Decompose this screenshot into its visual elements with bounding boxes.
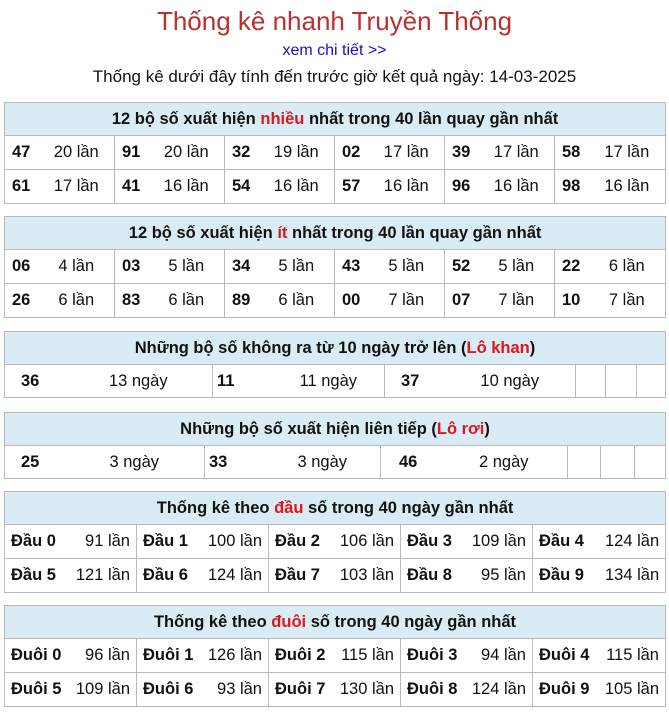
most-frequent-title-highlight: nhiều (260, 109, 305, 128)
least-frequent-table (4, 216, 666, 318)
number-cell: 39 (445, 136, 479, 170)
days-cell: 11 ngày (273, 365, 385, 398)
dau-label-cell: Đầu 3 (401, 525, 463, 559)
dau-label-cell: Đầu 0 (5, 525, 67, 559)
number-cell: 58 (555, 136, 589, 170)
count-cell: 100 lần (199, 525, 269, 559)
number-cell: 83 (115, 284, 149, 318)
page-subtitle: Thống kê dưới đây tính đến trước giờ kết quả ngày: 14-03-2025 (92, 67, 577, 86)
count-cell: 16 lần (259, 170, 335, 204)
duoi-label-cell: Đuôi 4 (533, 639, 595, 673)
count-cell: 5 lần (479, 250, 555, 284)
view-details-link[interactable]: xem chi tiết >> (282, 42, 387, 59)
duoi-title-highlight: đuôi (271, 612, 307, 631)
table-row (5, 525, 666, 559)
most-frequent-title-prefix: 12 bộ số xuất hiện (111, 109, 261, 128)
count-cell: 96 lần (67, 639, 137, 673)
dau-title-prefix: Thống kê theo (156, 498, 275, 517)
number-cell: 43 (335, 250, 369, 284)
count-cell: 17 lần (39, 170, 115, 204)
count-cell: 5 lần (259, 250, 335, 284)
dau-title-suffix: số trong 40 ngày gần nhất (303, 498, 514, 517)
lo-khan-title-prefix: Những bộ số không ra từ 10 ngày trở lên ( (134, 338, 467, 357)
number-cell: 52 (445, 250, 479, 284)
duoi-label-cell: Đuôi 1 (137, 639, 199, 673)
most-frequent-header (5, 103, 666, 136)
number-cell: 07 (445, 284, 479, 318)
most-frequent-title-suffix: nhất trong 40 lần quay gần nhất (304, 109, 559, 128)
dau-header (5, 492, 666, 525)
empty-cell (568, 446, 601, 479)
empty-cell (637, 365, 666, 398)
lo-khan-table (4, 331, 666, 398)
count-cell: 6 lần (149, 284, 225, 318)
duoi-title-prefix: Thống kê theo (153, 612, 272, 631)
days-cell: 3 ngày (265, 446, 381, 479)
count-cell: 16 lần (479, 170, 555, 204)
dau-label-cell: Đầu 4 (533, 525, 595, 559)
count-cell: 16 lần (149, 170, 225, 204)
empty-cell (606, 365, 637, 398)
number-cell: 96 (445, 170, 479, 204)
number-cell: 36 (5, 365, 65, 398)
number-cell: 54 (225, 170, 259, 204)
count-cell: 115 lần (595, 639, 666, 673)
dau-label-cell: Đầu 8 (401, 559, 463, 593)
number-cell: 57 (335, 170, 369, 204)
least-frequent-header (5, 217, 666, 250)
table-row (5, 365, 666, 398)
table-row (5, 673, 666, 707)
count-cell: 16 lần (589, 170, 666, 204)
dau-title-highlight: đầu (274, 498, 304, 517)
number-cell: 46 (381, 446, 441, 479)
count-cell: 95 lần (463, 559, 533, 593)
days-cell: 13 ngày (65, 365, 213, 398)
number-cell: 26 (5, 284, 39, 318)
dau-label-cell: Đầu 6 (137, 559, 199, 593)
number-cell: 06 (5, 250, 39, 284)
count-cell: 7 lần (369, 284, 445, 318)
table-row (5, 250, 666, 284)
duoi-table (4, 605, 666, 707)
count-cell: 93 lần (199, 673, 269, 707)
table-row (5, 284, 666, 318)
number-cell: 89 (225, 284, 259, 318)
table-row (5, 136, 666, 170)
number-cell: 25 (5, 446, 65, 479)
lo-roi-title-prefix: Những bộ số xuất hiện liên tiếp ( (180, 419, 437, 438)
number-cell: 34 (225, 250, 259, 284)
number-cell: 02 (335, 136, 369, 170)
count-cell: 19 lần (259, 136, 335, 170)
number-cell: 37 (385, 365, 445, 398)
empty-cell (576, 365, 606, 398)
number-cell: 41 (115, 170, 149, 204)
duoi-label-cell: Đuôi 7 (269, 673, 331, 707)
lo-khan-title-suffix: ) (529, 338, 536, 357)
count-cell: 6 lần (259, 284, 335, 318)
number-cell: 11 (213, 365, 273, 398)
count-cell: 5 lần (369, 250, 445, 284)
empty-cell (601, 446, 635, 479)
dau-label-cell: Đầu 9 (533, 559, 595, 593)
duoi-label-cell: Đuôi 0 (5, 639, 67, 673)
dau-label-cell: Đầu 2 (269, 525, 331, 559)
count-cell: 17 lần (479, 136, 555, 170)
lo-roi-title-suffix: ) (484, 419, 490, 438)
duoi-label-cell: Đuôi 2 (269, 639, 331, 673)
lo-khan-title-highlight: Lô khan (466, 338, 530, 357)
empty-cell (635, 446, 666, 479)
count-cell: 121 lần (67, 559, 137, 593)
count-cell: 94 lần (463, 639, 533, 673)
count-cell: 105 lần (595, 673, 666, 707)
number-cell: 22 (555, 250, 589, 284)
lo-roi-header (5, 413, 666, 446)
duoi-label-cell: Đuôi 6 (137, 673, 199, 707)
count-cell: 124 lần (595, 525, 666, 559)
most-frequent-table (4, 102, 666, 204)
duoi-header (5, 606, 666, 639)
count-cell: 20 lần (149, 136, 225, 170)
lo-khan-header (5, 332, 666, 365)
least-frequent-title-prefix: 12 bộ số xuất hiện (128, 223, 278, 242)
count-cell: 6 lần (589, 250, 666, 284)
count-cell: 7 lần (479, 284, 555, 318)
count-cell: 17 lần (369, 136, 445, 170)
dau-label-cell: Đầu 1 (137, 525, 199, 559)
least-frequent-title-suffix: nhất trong 40 lần quay gần nhất (287, 223, 542, 242)
least-frequent-title-highlight: ít (277, 223, 288, 242)
days-cell: 3 ngày (65, 446, 205, 479)
count-cell: 124 lần (463, 673, 533, 707)
number-cell: 61 (5, 170, 39, 204)
count-cell: 106 lần (331, 525, 401, 559)
lo-roi-table (4, 412, 666, 479)
count-cell: 7 lần (589, 284, 666, 318)
table-row (5, 446, 666, 479)
page-title: Thống kê nhanh Truyền Thống (156, 6, 513, 36)
count-cell: 126 lần (199, 639, 269, 673)
dau-table (4, 491, 666, 593)
table-row (5, 639, 666, 673)
count-cell: 5 lần (149, 250, 225, 284)
count-cell: 17 lần (589, 136, 666, 170)
duoi-label-cell: Đuôi 5 (5, 673, 67, 707)
dau-label-cell: Đầu 5 (5, 559, 67, 593)
table-row (5, 559, 666, 593)
count-cell: 91 lần (67, 525, 137, 559)
count-cell: 16 lần (369, 170, 445, 204)
count-cell: 20 lần (39, 136, 115, 170)
count-cell: 124 lần (199, 559, 269, 593)
number-cell: 00 (335, 284, 369, 318)
number-cell: 10 (555, 284, 589, 318)
count-cell: 103 lần (331, 559, 401, 593)
days-cell: 2 ngày (441, 446, 568, 479)
number-cell: 33 (205, 446, 265, 479)
count-cell: 134 lần (595, 559, 666, 593)
table-row (5, 170, 666, 204)
number-cell: 98 (555, 170, 589, 204)
duoi-title-suffix: số trong 40 ngày gần nhất (306, 612, 517, 631)
dau-label-cell: Đầu 7 (269, 559, 331, 593)
count-cell: 130 lần (331, 673, 401, 707)
count-cell: 4 lần (39, 250, 115, 284)
duoi-label-cell: Đuôi 3 (401, 639, 463, 673)
count-cell: 109 lần (463, 525, 533, 559)
number-cell: 91 (115, 136, 149, 170)
number-cell: 47 (5, 136, 39, 170)
count-cell: 109 lần (67, 673, 137, 707)
duoi-label-cell: Đuôi 9 (533, 673, 595, 707)
count-cell: 6 lần (39, 284, 115, 318)
number-cell: 32 (225, 136, 259, 170)
number-cell: 03 (115, 250, 149, 284)
lo-roi-title-highlight: Lô rơi (436, 419, 485, 438)
duoi-label-cell: Đuôi 8 (401, 673, 463, 707)
days-cell: 10 ngày (445, 365, 576, 398)
count-cell: 115 lần (331, 639, 401, 673)
